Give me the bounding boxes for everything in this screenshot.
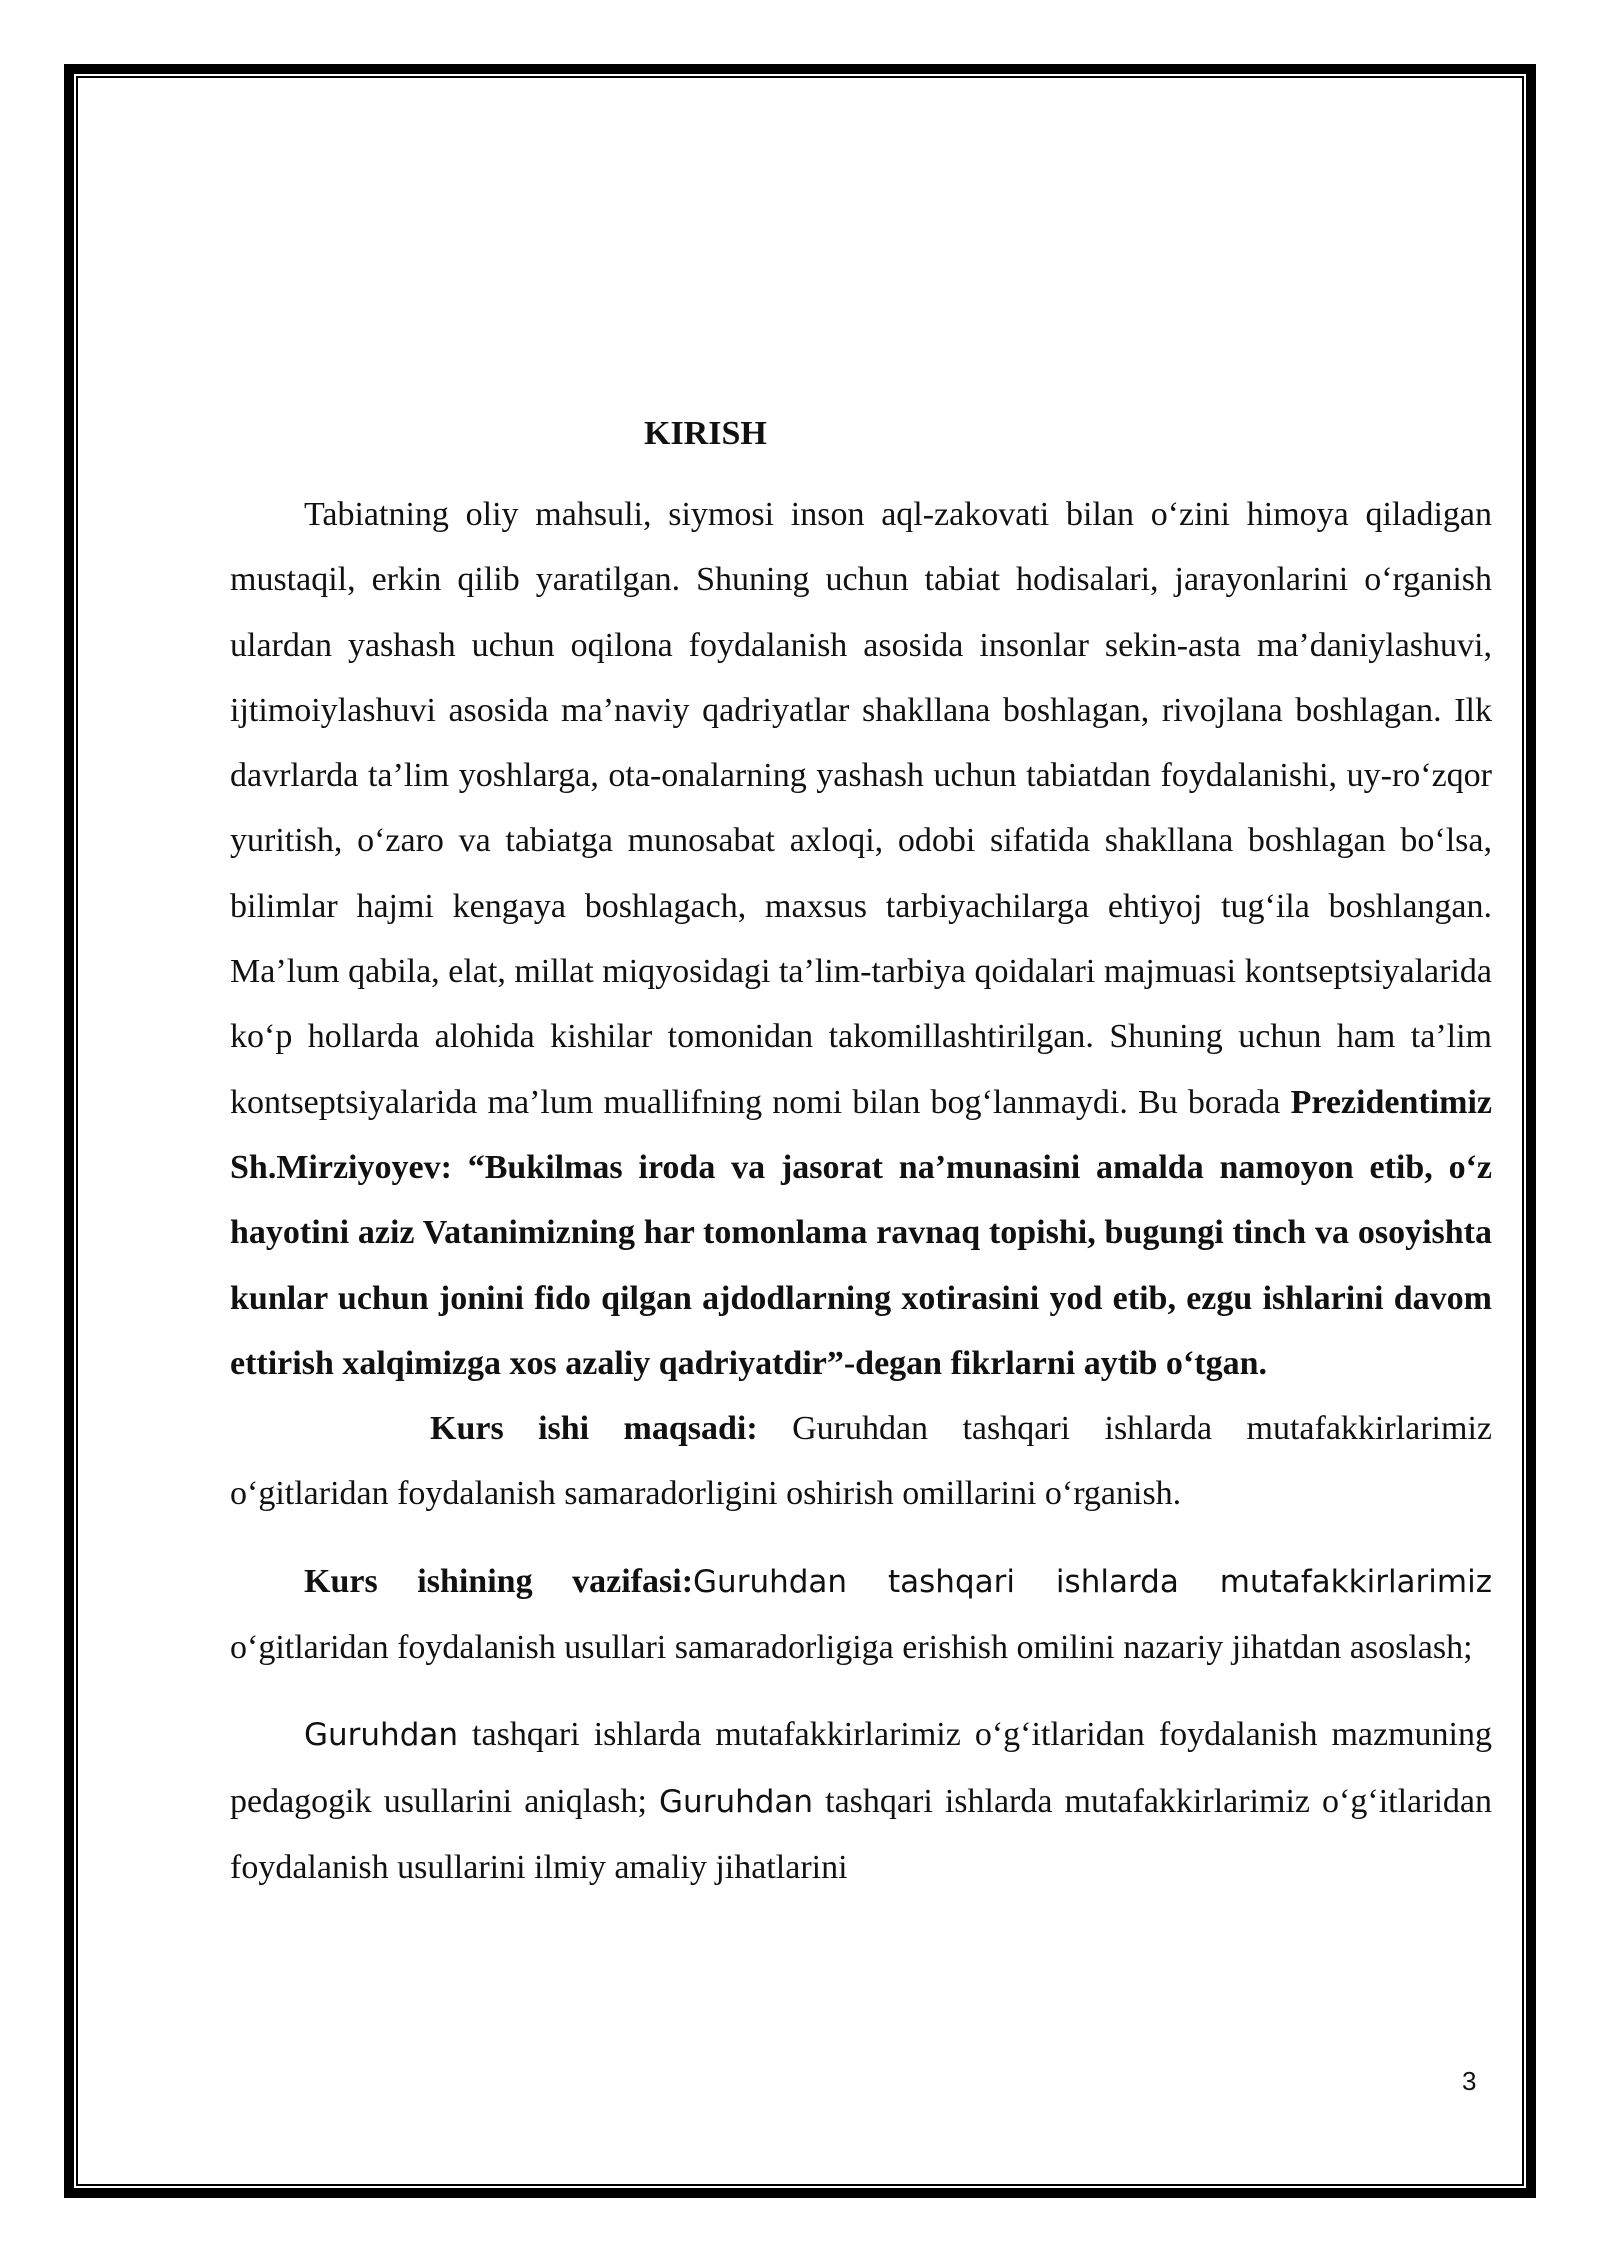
methods-text-sans-2: Guruhdan (659, 1783, 814, 1820)
methods-text-2: tashqari ishlarda mutafakkirlarimiz o‘g‘itlaridan foydalanish usullarini ilmiy amaliy jihatlarini (230, 1782, 1492, 1886)
intro-text: Tabiatning oliy mahsuli, siymosi inson aql-zakovati bilan o‘zini himoya qiladigan mustaqil, erkin qilib yaratilgan. Shuning uchun tabiat hodisalari, jarayonlarini o‘rganish ulardan yashash uchun oqilona foydalanish asosida insonlar sekin-asta ma’daniylashuvi, ijtimoiylashuvi asosida ma’naviy qadriyatlar shakllana boshlagan, rivojlana boshlagan. Ilk davrlarda ta’lim yoshlarga, ota-onalarning yashash uchun tabiatdan foydalanishi, uy-ro‘zqor yuritish, o‘zaro va tabiatga munosabat axloqi, odobi sifatida shakllana boshlagan bo‘lsa, bilimlar hajmi kengaya boshlagach, maxsus tarbiyachilarga ehtiyoj tug‘ila boshlangan. Ma’lum qabila, elat, millat miqyosidagi ta’lim-tarbiya qoidalari majmuasi kontseptsiyalarida ko‘p hollarda alohida kishilar tomonidan takomillashtirilgan. Shuning uchun ham ta’lim kontseptsiyalarida ma’lum muallifning nomi bilan bog‘lanmaydi. Bu borada (230, 496, 1492, 1121)
page-number: 3 (1462, 2066, 1477, 2096)
methods-text-sans-1: Guruhdan (304, 1717, 459, 1754)
task-text: o‘gitlaridan foydalanish usullari samaradorligiga erishish omilini nazariy jihatdan asoslash; (230, 1629, 1473, 1667)
president-quote: Prezidentimiz Sh.Mirziyoyev: “Bukilmas iroda va jasorat na’munasini amalda namoyon etib, o‘z hayotini aziz Vatanimizning har tomonlama ravnaq topishi, bugungi tinch va osoyishta kunlar uchun jonini fido qilgan ajdodlarning xotirasini yod etib, ezgu ishlarini davom ettirish xalqimizga xos azaliy qadriyatdir”-degan fikrlarni aytib o‘tgan. (230, 1083, 1492, 1382)
task-paragraph (230, 1549, 1492, 1681)
task-text-sans: Guruhdan tashqari ishlarda mutafakkirlarimiz (693, 1563, 1492, 1600)
document-page (230, 412, 1492, 1900)
task-label: Kurs ishining vazifasi: (304, 1562, 694, 1600)
methods-text-1: tashqari ishlarda mutafakkirlarimiz o‘g‘itlaridan foydalanish mazmuning pedagogik usullarini aniqlash; (230, 1716, 1492, 1820)
goal-paragraph (230, 1396, 1492, 1527)
goal-text: Guruhdan tashqari ishlarda mutafakkirlarimiz o‘gitlaridan foydalanish samaradorligini oshirish omillarini o‘rganish. (230, 1410, 1492, 1513)
goal-label: Kurs ishi maqsadi: (430, 1410, 758, 1448)
section-heading: KIRISH (644, 415, 767, 452)
intro-paragraph (230, 482, 1492, 1396)
methods-paragraph (230, 1702, 1492, 1900)
